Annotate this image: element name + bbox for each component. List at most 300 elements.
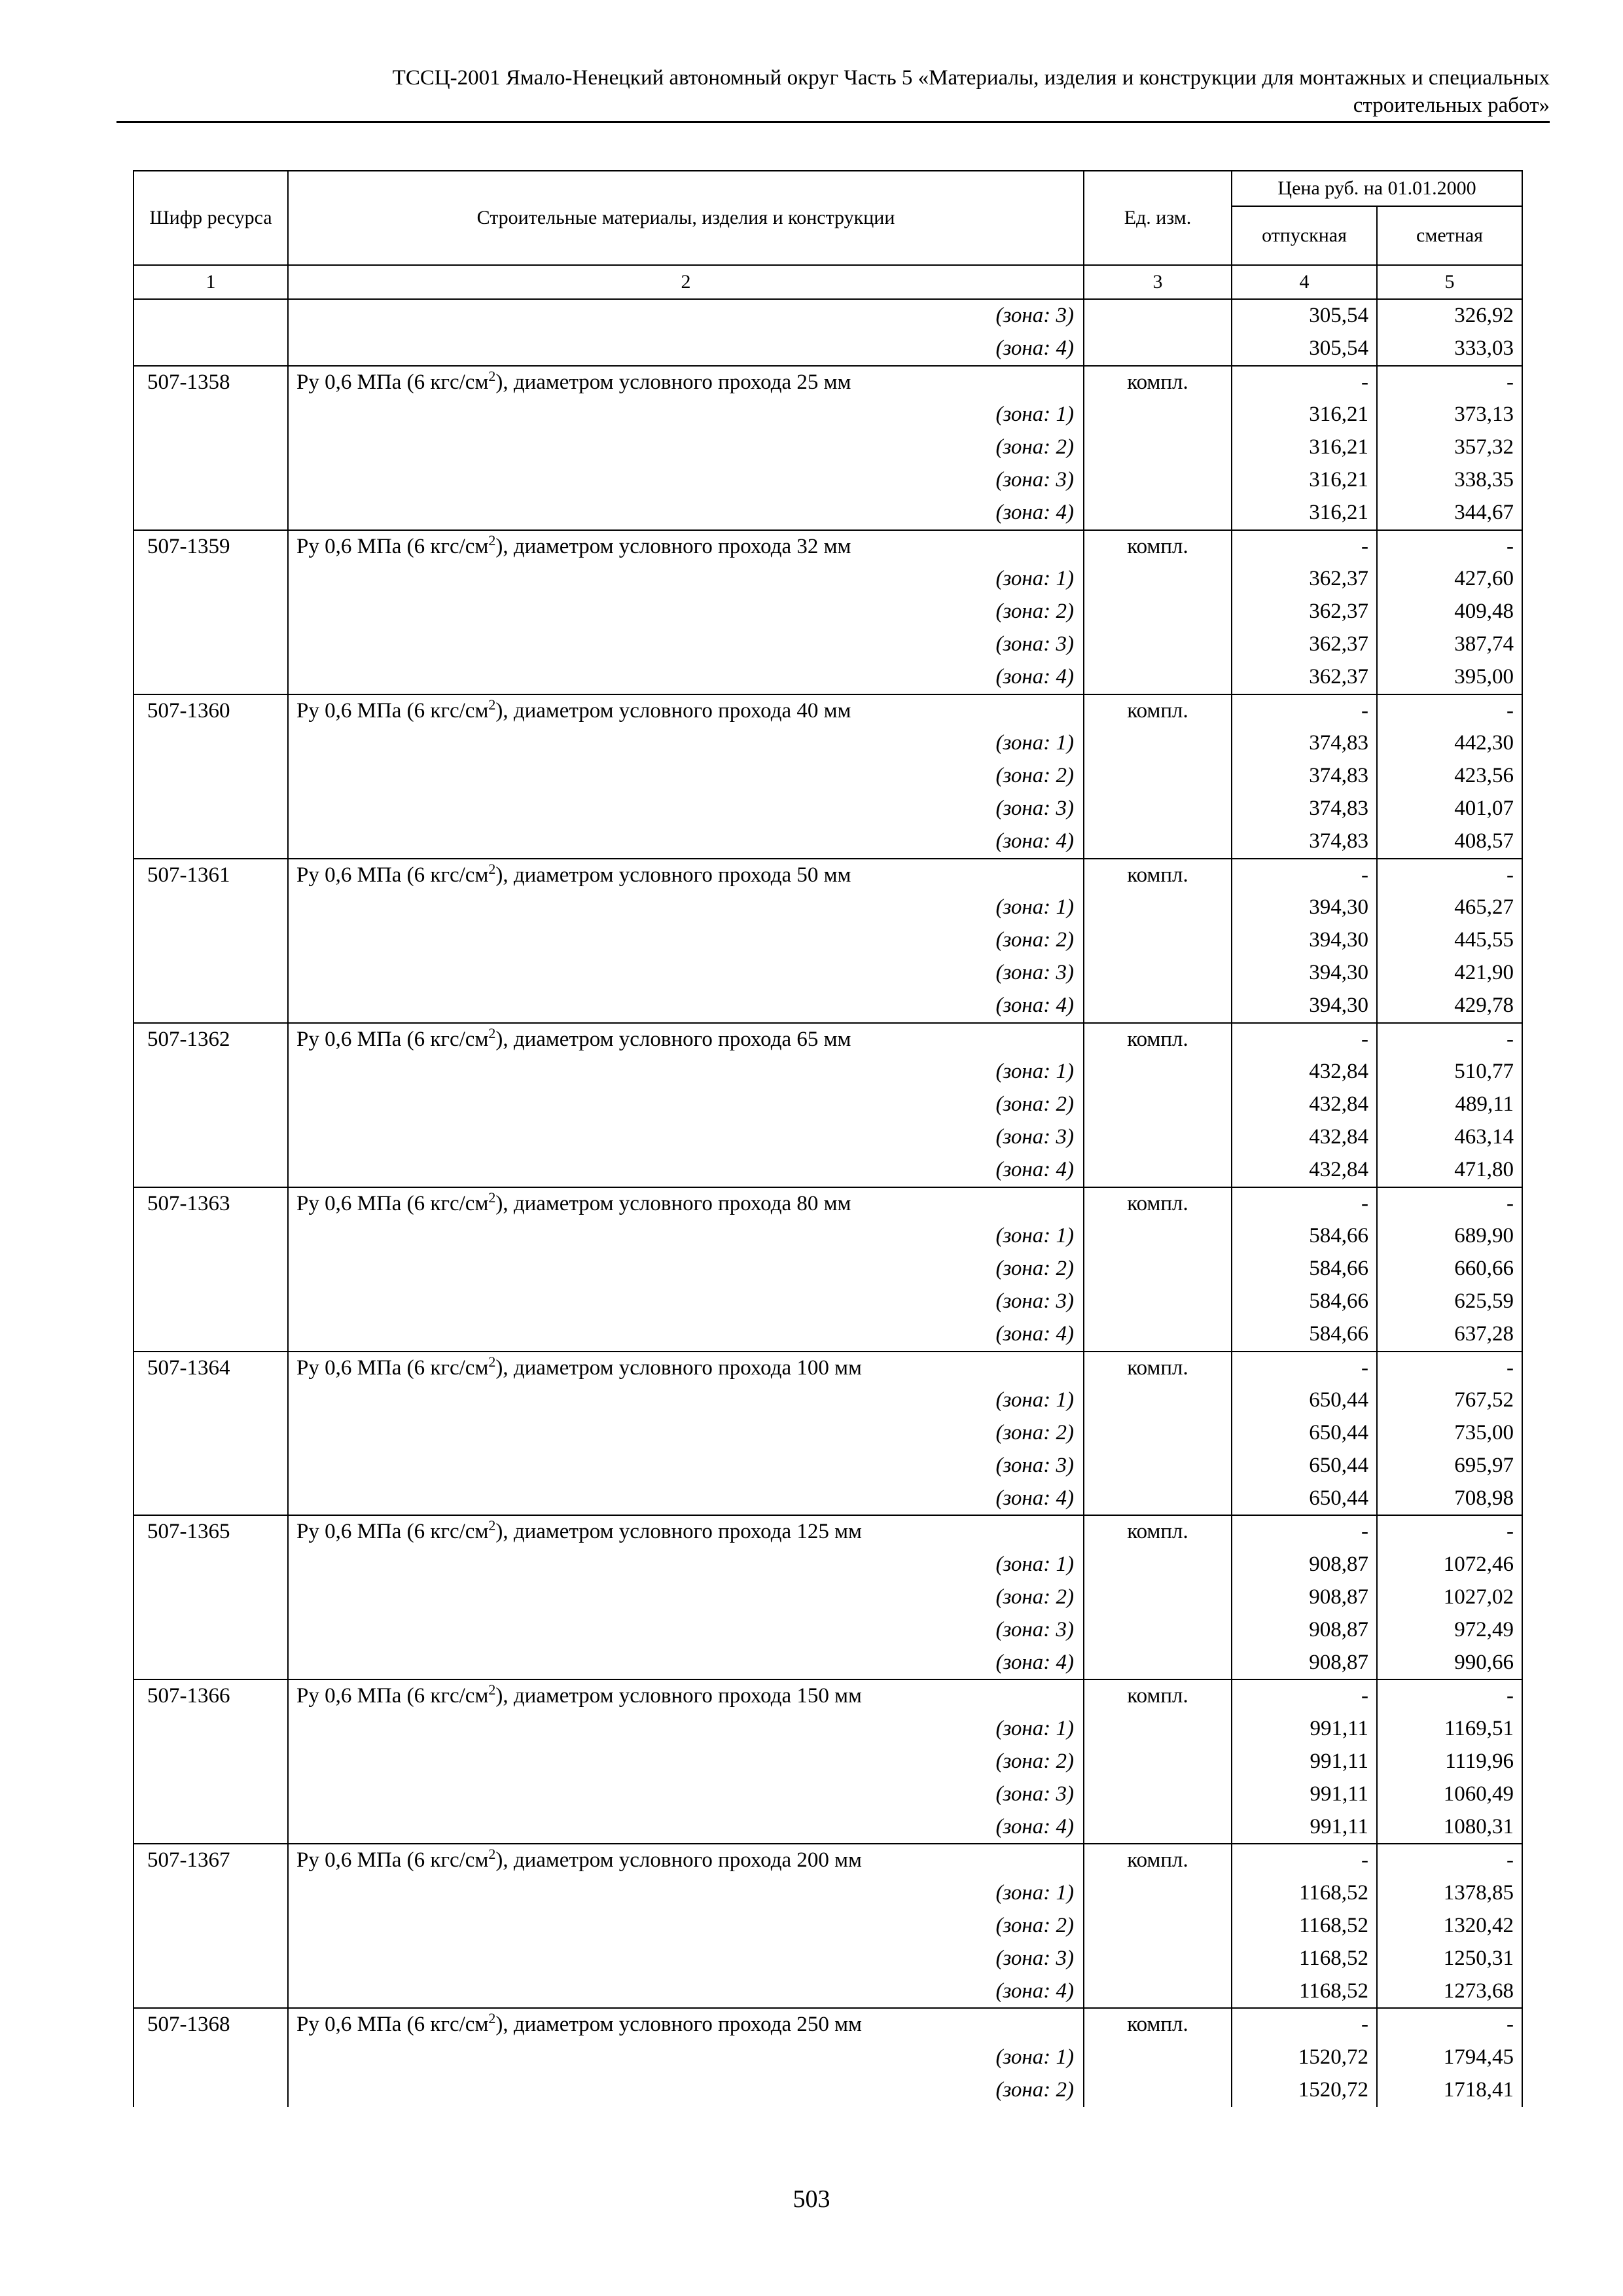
release-price-cell: 374,83 [1232,727,1377,760]
resource-code-cell [134,299,288,332]
material-name-text: ), диаметром условного прохода 65 мм [495,1027,851,1051]
resource-code-cell: 507-1363 [134,1187,288,1221]
estimate-price-cell: 333,03 [1377,332,1522,366]
zone-label-cell: (зона: 1) [288,1877,1084,1910]
unit-exponent: 2 [488,1681,496,1698]
resource-code-cell [134,924,288,957]
release-price-cell: - [1232,1679,1377,1713]
release-price-cell: 584,66 [1232,1285,1377,1318]
zone-label-cell: (зона: 2) [288,1746,1084,1778]
table-row-zone [134,431,1522,464]
estimate-price-cell: 708,98 [1377,1482,1522,1516]
material-name-cell [288,530,1084,564]
release-price-cell: 991,11 [1232,1778,1377,1811]
table-row-zone [134,1417,1522,1450]
resource-code-cell: 507-1365 [134,1515,288,1549]
resource-code-cell [134,1121,288,1154]
unit-cell: компл. [1084,1515,1232,1549]
zone-label-cell: (зона: 4) [288,1154,1084,1187]
material-name-cell [288,1352,1084,1385]
resource-code-cell [134,1285,288,1318]
table-row-zone [134,1746,1522,1778]
release-price-cell: 991,11 [1232,1746,1377,1778]
page-header [116,64,1550,119]
zone-label-cell: (зона: 4) [288,332,1084,366]
resource-code-cell [134,2041,288,2074]
table-body [134,299,1522,2107]
estimate-price-cell: 401,07 [1377,793,1522,825]
unit-cell [1084,431,1232,464]
zone-label-cell: (зона: 1) [288,1549,1084,1581]
table-row-zone [134,1220,1522,1253]
release-price-cell: 316,21 [1232,497,1377,530]
resource-code-cell [134,596,288,628]
estimate-price-cell: 409,48 [1377,596,1522,628]
zone-label-cell: (зона: 1) [288,1056,1084,1088]
material-name-text: ), диаметром условного прохода 150 мм [495,1684,862,1708]
unit-cell [1084,1121,1232,1154]
resource-code-cell: 507-1359 [134,530,288,564]
resource-code-cell: 507-1358 [134,366,288,399]
estimate-price-cell: - [1377,1679,1522,1713]
unit-cell [1084,825,1232,859]
release-price-cell: 362,37 [1232,596,1377,628]
unit-cell [1084,1417,1232,1450]
material-name-text: ), диаметром условного прохода 250 мм [495,2013,862,2037]
zone-label-cell: (зона: 3) [288,1285,1084,1318]
unit-cell: компл. [1084,1352,1232,1385]
unit-cell [1084,1910,1232,1943]
estimate-price-cell: 423,56 [1377,760,1522,793]
estimate-price-cell: - [1377,1352,1522,1385]
release-price-cell: 305,54 [1232,299,1377,332]
release-price-cell: - [1232,694,1377,728]
unit-cell [1084,399,1232,431]
material-name-cell [288,694,1084,728]
resource-code-cell [134,464,288,497]
release-price-cell: - [1232,859,1377,892]
table-row-zone [134,399,1522,431]
unit-cell [1084,332,1232,366]
material-name-text: ), диаметром условного прохода 200 мм [495,1848,862,1873]
release-price-cell: 584,66 [1232,1318,1377,1352]
material-name-text: Ру 0,6 МПа (6 кгс/см [296,863,489,887]
resource-code-cell [134,1549,288,1581]
release-price-cell: 1520,72 [1232,2074,1377,2107]
zone-label-cell: (зона: 2) [288,1910,1084,1943]
resource-code-cell [134,1877,288,1910]
unit-cell [1084,1549,1232,1581]
table-row-item [134,366,1522,399]
unit-exponent: 2 [488,1189,496,1206]
unit-cell: компл. [1084,1187,1232,1221]
resource-code-cell [134,661,288,694]
resource-code-cell [134,825,288,859]
unit-cell [1084,1778,1232,1811]
estimate-price-cell: 1718,41 [1377,2074,1522,2107]
release-price-cell: 305,54 [1232,332,1377,366]
release-price-cell: 362,37 [1232,661,1377,694]
table-row-zone [134,2074,1522,2107]
column-number: 2 [288,265,1084,299]
release-price-cell: - [1232,1352,1377,1385]
estimate-price-cell: - [1377,1844,1522,1877]
material-name-cell [288,1844,1084,1877]
table-row-zone [134,1549,1522,1581]
header-line-2: строительных работ» [1353,94,1550,117]
resource-code-cell [134,1811,288,1844]
material-name-text: Ру 0,6 МПа (6 кгс/см [296,534,489,558]
release-price-cell: 374,83 [1232,825,1377,859]
resource-code-cell [134,332,288,366]
resource-code-cell [134,399,288,431]
resource-code-cell [134,1910,288,1943]
table-row-zone [134,661,1522,694]
release-price-cell: 908,87 [1232,1549,1377,1581]
table-row-zone [134,924,1522,957]
table-row-zone [134,1121,1522,1154]
table-row-zone [134,1056,1522,1088]
unit-cell: компл. [1084,1844,1232,1877]
estimate-price-cell: - [1377,366,1522,399]
release-price-cell: 394,30 [1232,924,1377,957]
table-row-zone [134,299,1522,332]
unit-cell [1084,1975,1232,2009]
resource-code-cell [134,431,288,464]
estimate-price-cell: 445,55 [1377,924,1522,957]
zone-label-cell: (зона: 3) [288,464,1084,497]
unit-cell [1084,1384,1232,1417]
estimate-price-cell: 625,59 [1377,1285,1522,1318]
resource-code-cell [134,1581,288,1614]
release-price-cell: 1520,72 [1232,2041,1377,2074]
estimate-price-cell: - [1377,2008,1522,2041]
zone-label-cell: (зона: 2) [288,596,1084,628]
unit-cell [1084,1220,1232,1253]
zone-label-cell: (зона: 2) [288,431,1084,464]
zone-label-cell: (зона: 2) [288,1581,1084,1614]
release-price-cell: 908,87 [1232,1581,1377,1614]
material-name-text: Ру 0,6 МПа (6 кгс/см [296,1027,489,1051]
resource-code-cell [134,1384,288,1417]
unit-cell [1084,727,1232,760]
estimate-price-cell: - [1377,1187,1522,1221]
estimate-price-cell: 442,30 [1377,727,1522,760]
resource-code-cell [134,2074,288,2107]
column-header-estimate-price: сметная [1377,206,1522,265]
price-table [133,170,1523,2107]
zone-label-cell: (зона: 1) [288,1713,1084,1746]
unit-exponent: 2 [488,1353,496,1370]
unit-cell [1084,1581,1232,1614]
table-row-zone [134,1384,1522,1417]
resource-code-cell [134,760,288,793]
zone-label-cell: (зона: 3) [288,299,1084,332]
unit-exponent: 2 [488,367,496,384]
unit-cell: компл. [1084,2008,1232,2041]
table-row-zone [134,1581,1522,1614]
zone-label-cell: (зона: 3) [288,1943,1084,1975]
unit-exponent: 2 [488,2010,496,2027]
table-row-item [134,530,1522,564]
table-row-item [134,1679,1522,1713]
estimate-price-cell: 990,66 [1377,1647,1522,1680]
table-row-zone [134,1088,1522,1121]
resource-code-cell: 507-1367 [134,1844,288,1877]
release-price-cell: 316,21 [1232,464,1377,497]
release-price-cell: 362,37 [1232,563,1377,596]
zone-label-cell: (зона: 4) [288,1318,1084,1352]
estimate-price-cell: 463,14 [1377,1121,1522,1154]
estimate-price-cell: 338,35 [1377,464,1522,497]
unit-cell [1084,1877,1232,1910]
table-row-zone [134,727,1522,760]
release-price-cell: 1168,52 [1232,1877,1377,1910]
release-price-cell: 362,37 [1232,628,1377,661]
unit-cell: компл. [1084,1023,1232,1056]
column-header-unit: Ед. изм. [1084,171,1232,265]
zone-label-cell: (зона: 4) [288,497,1084,530]
material-name-text: ), диаметром условного прохода 100 мм [495,1355,862,1380]
unit-cell [1084,2041,1232,2074]
estimate-price-cell: - [1377,530,1522,564]
resource-code-cell [134,957,288,990]
release-price-cell: 394,30 [1232,891,1377,924]
unit-cell [1084,1450,1232,1482]
zone-label-cell: (зона: 3) [288,1121,1084,1154]
release-price-cell: 432,84 [1232,1088,1377,1121]
unit-cell: компл. [1084,859,1232,892]
estimate-price-cell: - [1377,1023,1522,1056]
release-price-cell: 908,87 [1232,1614,1377,1647]
estimate-price-cell: 489,11 [1377,1088,1522,1121]
material-name-text: Ру 0,6 МПа (6 кгс/см [296,370,489,394]
zone-label-cell: (зона: 4) [288,825,1084,859]
release-price-cell: - [1232,1515,1377,1549]
material-name-cell [288,2008,1084,2041]
table-row-item [134,1515,1522,1549]
resource-code-cell [134,1088,288,1121]
unit-cell [1084,563,1232,596]
release-price-cell: - [1232,530,1377,564]
release-price-cell: - [1232,366,1377,399]
table-row-zone [134,1713,1522,1746]
resource-code-cell [134,1647,288,1680]
unit-cell [1084,628,1232,661]
table-row-zone [134,563,1522,596]
release-price-cell: 908,87 [1232,1647,1377,1680]
estimate-price-cell: 1119,96 [1377,1746,1522,1778]
release-price-cell: 584,66 [1232,1253,1377,1285]
zone-label-cell: (зона: 2) [288,760,1084,793]
resource-code-cell: 507-1362 [134,1023,288,1056]
resource-code-cell: 507-1368 [134,2008,288,2041]
estimate-price-cell: - [1377,859,1522,892]
material-name-cell [288,1023,1084,1056]
zone-label-cell: (зона: 3) [288,793,1084,825]
unit-cell [1084,1285,1232,1318]
unit-exponent: 2 [488,1024,496,1041]
estimate-price-cell: 689,90 [1377,1220,1522,1253]
estimate-price-cell: 357,32 [1377,431,1522,464]
unit-cell: компл. [1084,1679,1232,1713]
release-price-cell: - [1232,1844,1377,1877]
unit-cell [1084,1088,1232,1121]
material-name-cell [288,1187,1084,1221]
table-row-zone [134,1253,1522,1285]
table-row-zone [134,1647,1522,1680]
material-name-cell [288,859,1084,892]
unit-cell [1084,1647,1232,1680]
estimate-price-cell: 972,49 [1377,1614,1522,1647]
zone-label-cell: (зона: 3) [288,628,1084,661]
unit-exponent: 2 [488,531,496,548]
zone-label-cell: (зона: 2) [288,924,1084,957]
resource-code-cell [134,1417,288,1450]
table-row-zone [134,760,1522,793]
resource-code-cell [134,1746,288,1778]
zone-label-cell: (зона: 4) [288,990,1084,1023]
resource-code-cell [134,1154,288,1187]
estimate-price-cell: 427,60 [1377,563,1522,596]
table-row-item [134,1023,1522,1056]
estimate-price-cell: 660,66 [1377,1253,1522,1285]
estimate-price-cell: 429,78 [1377,990,1522,1023]
estimate-price-cell: 735,00 [1377,1417,1522,1450]
unit-cell [1084,891,1232,924]
table-row-zone [134,1877,1522,1910]
table-row-item [134,2008,1522,2041]
material-name-text: ), диаметром условного прохода 32 мм [495,534,851,558]
resource-code-cell [134,1943,288,1975]
table-row-zone [134,1975,1522,2009]
release-price-cell: 584,66 [1232,1220,1377,1253]
unit-cell [1084,1943,1232,1975]
resource-code-cell [134,1450,288,1482]
resource-code-cell [134,1713,288,1746]
material-name-cell [288,1515,1084,1549]
unit-cell [1084,661,1232,694]
zone-label-cell: (зона: 1) [288,1384,1084,1417]
release-price-cell: 374,83 [1232,793,1377,825]
release-price-cell: 1168,52 [1232,1943,1377,1975]
estimate-price-cell: 767,52 [1377,1384,1522,1417]
material-name-text: Ру 0,6 МПа (6 кгс/см [296,698,489,723]
resource-code-cell: 507-1360 [134,694,288,728]
table-row-zone [134,1811,1522,1844]
table-row-zone [134,990,1522,1023]
unit-cell [1084,464,1232,497]
estimate-price-cell: 1072,46 [1377,1549,1522,1581]
unit-cell [1084,1318,1232,1352]
table-row-zone [134,1778,1522,1811]
table-row-item [134,1187,1522,1221]
unit-cell: компл. [1084,530,1232,564]
material-name-text: ), диаметром условного прохода 80 мм [495,1191,851,1215]
estimate-price-cell: 373,13 [1377,399,1522,431]
zone-label-cell: (зона: 4) [288,1482,1084,1516]
release-price-cell: - [1232,1187,1377,1221]
unit-cell [1084,299,1232,332]
release-price-cell: 394,30 [1232,990,1377,1023]
estimate-price-cell: 1378,85 [1377,1877,1522,1910]
release-price-cell: 432,84 [1232,1154,1377,1187]
table-row-item [134,859,1522,892]
zone-label-cell: (зона: 1) [288,399,1084,431]
unit-cell [1084,1482,1232,1516]
table-row-zone [134,1318,1522,1352]
material-name-text: ), диаметром условного прохода 125 мм [495,1520,862,1544]
release-price-cell: 650,44 [1232,1417,1377,1450]
estimate-price-cell: - [1377,694,1522,728]
release-price-cell: 316,21 [1232,399,1377,431]
release-price-cell: 991,11 [1232,1713,1377,1746]
estimate-price-cell: 637,28 [1377,1318,1522,1352]
resource-code-cell [134,1253,288,1285]
zone-label-cell: (зона: 3) [288,1614,1084,1647]
column-header-code: Шифр ресурса [134,171,288,265]
table-row-item [134,694,1522,728]
zone-label-cell: (зона: 1) [288,1220,1084,1253]
estimate-price-cell: 1250,31 [1377,1943,1522,1975]
unit-cell: компл. [1084,694,1232,728]
column-number: 3 [1084,265,1232,299]
unit-cell: компл. [1084,366,1232,399]
estimate-price-cell: 695,97 [1377,1450,1522,1482]
resource-code-cell [134,628,288,661]
column-header-price-group: Цена руб. на 01.01.2000 [1232,171,1522,206]
resource-code-cell [134,1614,288,1647]
estimate-price-cell: 510,77 [1377,1056,1522,1088]
column-number: 1 [134,265,288,299]
unit-cell [1084,957,1232,990]
estimate-price-cell: 465,27 [1377,891,1522,924]
resource-code-cell [134,990,288,1023]
resource-code-cell: 507-1366 [134,1679,288,1713]
resource-code-cell: 507-1361 [134,859,288,892]
unit-cell [1084,596,1232,628]
release-price-cell: 432,84 [1232,1121,1377,1154]
page-number: 503 [793,2185,830,2213]
estimate-price-cell: 1080,31 [1377,1811,1522,1844]
release-price-cell: 432,84 [1232,1056,1377,1088]
table-row-zone [134,825,1522,859]
material-name-text: ), диаметром условного прохода 50 мм [495,863,851,887]
resource-code-cell [134,1975,288,2009]
zone-label-cell: (зона: 3) [288,1450,1084,1482]
zone-label-cell: (зона: 3) [288,957,1084,990]
table-row-zone [134,1943,1522,1975]
unit-cell [1084,990,1232,1023]
release-price-cell: 650,44 [1232,1482,1377,1516]
estimate-price-cell: 1060,49 [1377,1778,1522,1811]
estimate-price-cell: 344,67 [1377,497,1522,530]
unit-exponent: 2 [488,696,496,713]
unit-exponent: 2 [488,1846,496,1863]
table-row-zone [134,891,1522,924]
estimate-price-cell: 1794,45 [1377,2041,1522,2074]
zone-label-cell: (зона: 4) [288,1647,1084,1680]
resource-code-cell [134,1482,288,1516]
header-line-1: ТССЦ-2001 Ямало-Ненецкий автономный округ Часть 5 «Материалы, изделия и конструкции для монтажных и специальных [392,66,1550,90]
estimate-price-cell: 1027,02 [1377,1581,1522,1614]
column-number: 5 [1377,265,1522,299]
zone-label-cell: (зона: 2) [288,1417,1084,1450]
unit-cell [1084,1056,1232,1088]
zone-label-cell: (зона: 2) [288,2074,1084,2107]
resource-code-cell [134,1778,288,1811]
zone-label-cell: (зона: 1) [288,2041,1084,2074]
